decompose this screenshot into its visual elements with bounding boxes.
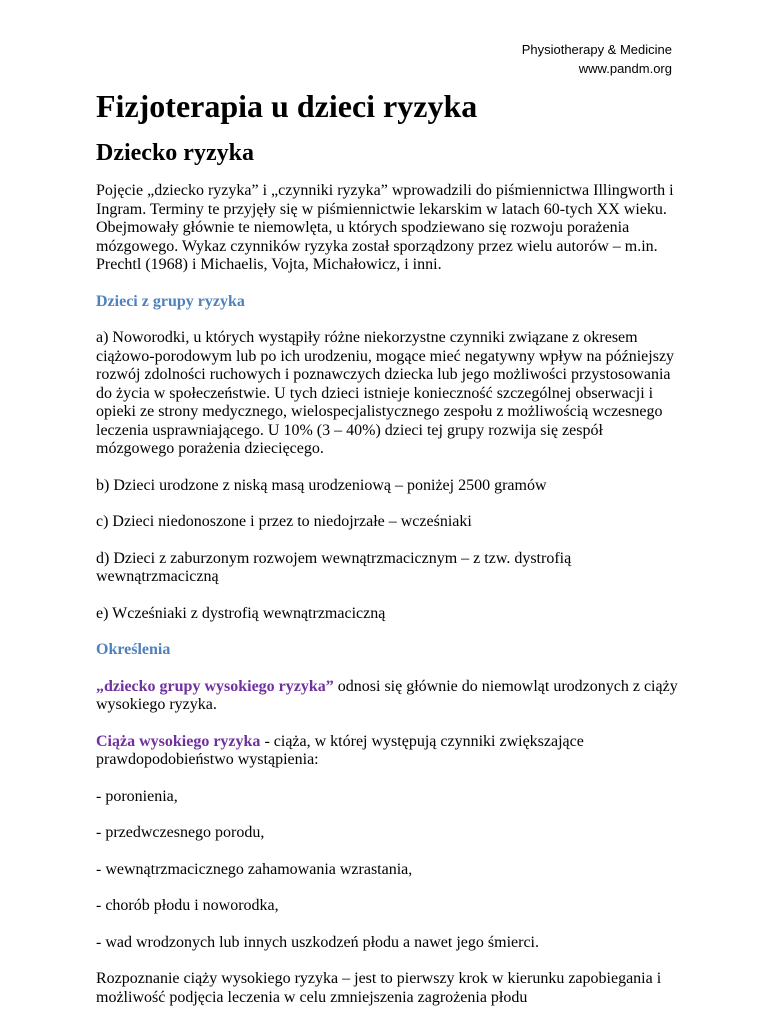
risk-group-item-b: b) Dzieci urodzone z niską masą urodzeniową – poniżej 2500 gramów bbox=[96, 476, 547, 494]
header-journal-name: Physiotherapy & Medicine bbox=[521, 42, 672, 57]
list-item: - chorób płodu i noworodka, bbox=[96, 897, 279, 914]
document-subtitle: Dziecko ryzyka bbox=[96, 140, 254, 166]
risk-group-item-c: c) Dzieci niedonoszone i przez to niedojrzałe – wcześniaki bbox=[96, 513, 472, 530]
risk-group-item-e: e) Wcześniaki z dystrofią wewnątrzmaciczną bbox=[96, 604, 386, 622]
definition-high-risk-pregnancy-text: - ciąża, w której występują czynniki zwiększające prawdopodobieństwo wystąpienia: bbox=[96, 732, 584, 768]
risk-group-item-a: a) Noworodki, u których wystąpiły różne niekorzystne czynniki związane z okresem ciążowo-porodowym lub po ich urodzeniu, mogące mieć negatywny wpływ na późniejszy rozwój zdolności ruchowych i poznawczych dziecka lub jego możliwości przystosowania do życia w społeczeństwie. U tych dzieci istnieje konieczność szczególnej obserwacji i opieki ze strony medycznego, wielospecjalistycznego zespołu z możliwością wczesnego leczenia usprawniającego. U 10% (3 – 40%) dzieci tej grupy rozwija się zespół mózgowego porażenia dziecięcego. bbox=[96, 329, 675, 457]
section-heading-risk-group: Dzieci z grupy ryzyka bbox=[96, 292, 245, 310]
risk-group-item-d: d) Dzieci z zaburzonym rozwojem wewnątrzmacicznym – z tzw. dystrofią wewnątrzmaciczną bbox=[96, 549, 572, 585]
section-heading-definitions: Określenia bbox=[96, 641, 171, 658]
page-header bbox=[522, 40, 672, 78]
definition-high-risk-child bbox=[96, 678, 681, 715]
list-item: - wewnątrzmacicznego zahamowania wzrastania, bbox=[96, 860, 413, 878]
definition-high-risk-child-text: odnosi się głównie do niemowląt urodzonych z ciąży wysokiego ryzyka. bbox=[96, 677, 678, 713]
document-title: Fizjoterapia u dzieci ryzyka bbox=[96, 88, 478, 124]
definition-high-risk-pregnancy bbox=[96, 733, 681, 770]
list-item: - przedwczesnego porodu, bbox=[96, 824, 265, 841]
closing-paragraph: Rozpoznanie ciąży wysokiego ryzyka – jest to pierwszy krok w kierunku zapobiegania i możliwość podjęcia leczenia w celu zmniejszenia zagrożenia płodu bbox=[96, 970, 662, 1006]
list-item: - wad wrodzonych lub innych uszkodzeń płodu a nawet jego śmierci. bbox=[96, 933, 539, 951]
intro-paragraph: Pojęcie „dziecko ryzyka” i „czynniki ryzyka” wprowadzili do piśmiennictwa Illingworth i Ingram. Terminy te przyjęły się w piśmiennictwie lekarskim w latach 60-tych XX wieku. Obejmowały głównie te niemowlęta, u których spodziewano się rozwoju porażenia mózgowego. Wykaz czynników ryzyka został sporządzony przez wielu autorów – m.in. Prechtl (1968) i Michaelis, Vojta, Michałowicz, i inni. bbox=[96, 182, 674, 273]
term-high-risk-pregnancy: Ciąża wysokiego ryzyka bbox=[96, 732, 261, 750]
list-item: - poronienia, bbox=[96, 787, 178, 805]
header-website-link[interactable]: www.pandm.org bbox=[578, 61, 672, 76]
term-high-risk-child: „dziecko grupy wysokiego ryzyka” bbox=[96, 677, 334, 695]
document-body bbox=[96, 86, 681, 1025]
